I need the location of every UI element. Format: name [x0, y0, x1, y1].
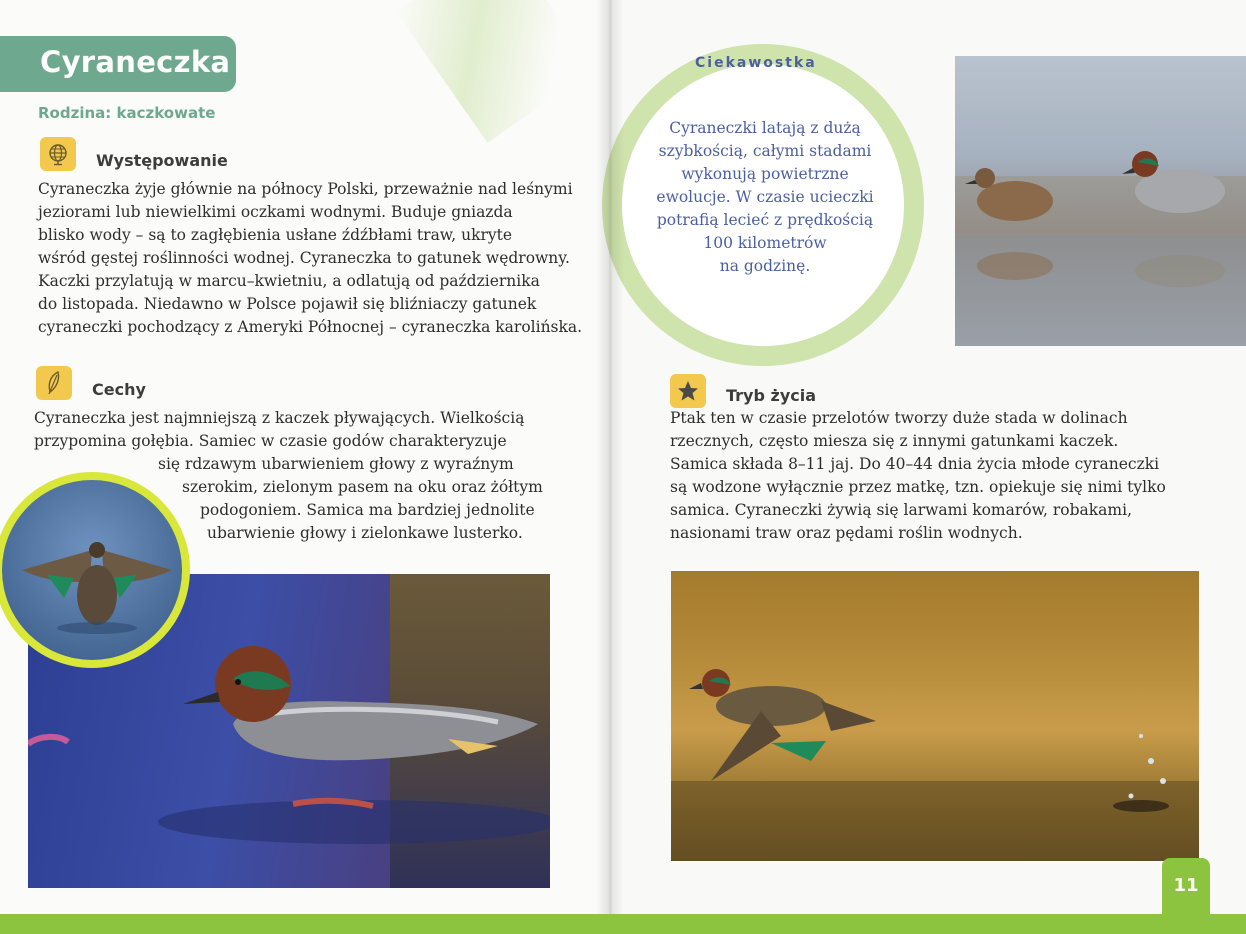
teal-takeoff-photo [671, 571, 1199, 861]
star-icon [670, 374, 706, 408]
text-line: szerokim, zielonym pasem na oku oraz żółtym [182, 478, 543, 496]
fact-line: szybkością, całymi stadami [658, 142, 872, 160]
text-line: blisko wody – są to zagłębienia usłane źdźbłami traw, ukryte [38, 226, 513, 244]
fact-line: Cyraneczki latają z dużą [669, 119, 861, 137]
text-line: samica. Cyraneczki żywią się larwami komarów, robakami, [670, 501, 1133, 519]
title-tab [0, 36, 236, 92]
family-label: Rodzina: kaczkowate [38, 104, 216, 122]
text-line: są wodzone wyłącznie przez matkę, tzn. opiekuje się nimi tylko [670, 478, 1166, 496]
lifestyle-text [670, 407, 1166, 545]
left-page [0, 0, 609, 934]
decorative-stripe [396, 0, 594, 143]
text-line: jeziorami lub niewielkimi oczkami wodnymi. Buduje gniazda [38, 203, 513, 221]
globe-icon [40, 137, 76, 171]
page-number: 11 [1173, 875, 1199, 896]
text-line: ubarwienie głowy i zielonkawe lusterko. [207, 524, 523, 542]
features-heading: Cechy [92, 380, 146, 399]
page-number-tab [1162, 858, 1210, 922]
text-line: Cyraneczka jest najmniejszą z kaczek pływających. Wielkością [34, 409, 525, 427]
text-line: Samica składa 8–11 jaj. Do 40–44 dnia życia młode cyraneczki [670, 455, 1160, 473]
text-line: nasionami traw oraz pędami roślin wodnych. [670, 524, 1023, 542]
fact-label: Ciekawostka [695, 55, 817, 71]
page-title: Cyraneczka [40, 45, 231, 79]
flying-duck-inset [0, 472, 190, 668]
occurrence-text [38, 178, 582, 339]
text-line: przypomina gołębia. Samiec w czasie godów charakteryzuje [34, 432, 507, 450]
fact-line: potrafią lecieć z prędkością [656, 211, 874, 229]
text-line: do listopada. Niedawno w Polsce pojawił się bliźniaczy gatunek [38, 295, 537, 313]
text-line: rzecznych, często miesza się z innymi gatunkami kaczek. [670, 432, 1119, 450]
fact-line: 100 kilometrów [703, 234, 827, 252]
fact-line: ewolucje. W czasie ucieczki [656, 188, 874, 206]
occurrence-heading: Występowanie [96, 151, 228, 170]
fact-line: na godzinę. [719, 257, 811, 275]
text-line: podogoniem. Samica ma bardziej jednolite [200, 501, 535, 519]
text-line: Cyraneczka żyje głównie na północy Polski, przeważnie nad leśnymi [38, 180, 573, 198]
teal-pair-photo [955, 56, 1246, 346]
feather-icon [36, 366, 72, 400]
text-line: się rdzawym ubarwieniem głowy z wyraźnym [158, 455, 514, 473]
text-line: Ptak ten w czasie przelotów tworzy duże stada w dolinach [670, 409, 1128, 427]
fact-line: wykonują powietrzne [681, 165, 849, 183]
text-line: wśród gęstej roślinności wodnej. Cyraneczka to gatunek wędrowny. [38, 249, 570, 267]
fact-text [640, 117, 890, 278]
lifestyle-heading: Tryb życia [726, 386, 817, 405]
text-line: Kaczki przylatują w marcu–kwietniu, a odlatują od października [38, 272, 540, 290]
inset-photo [2, 480, 182, 660]
bottom-green-band [0, 914, 1246, 934]
text-line: cyraneczki pochodzący z Ameryki Północnej – cyraneczka karolińska. [38, 318, 583, 336]
